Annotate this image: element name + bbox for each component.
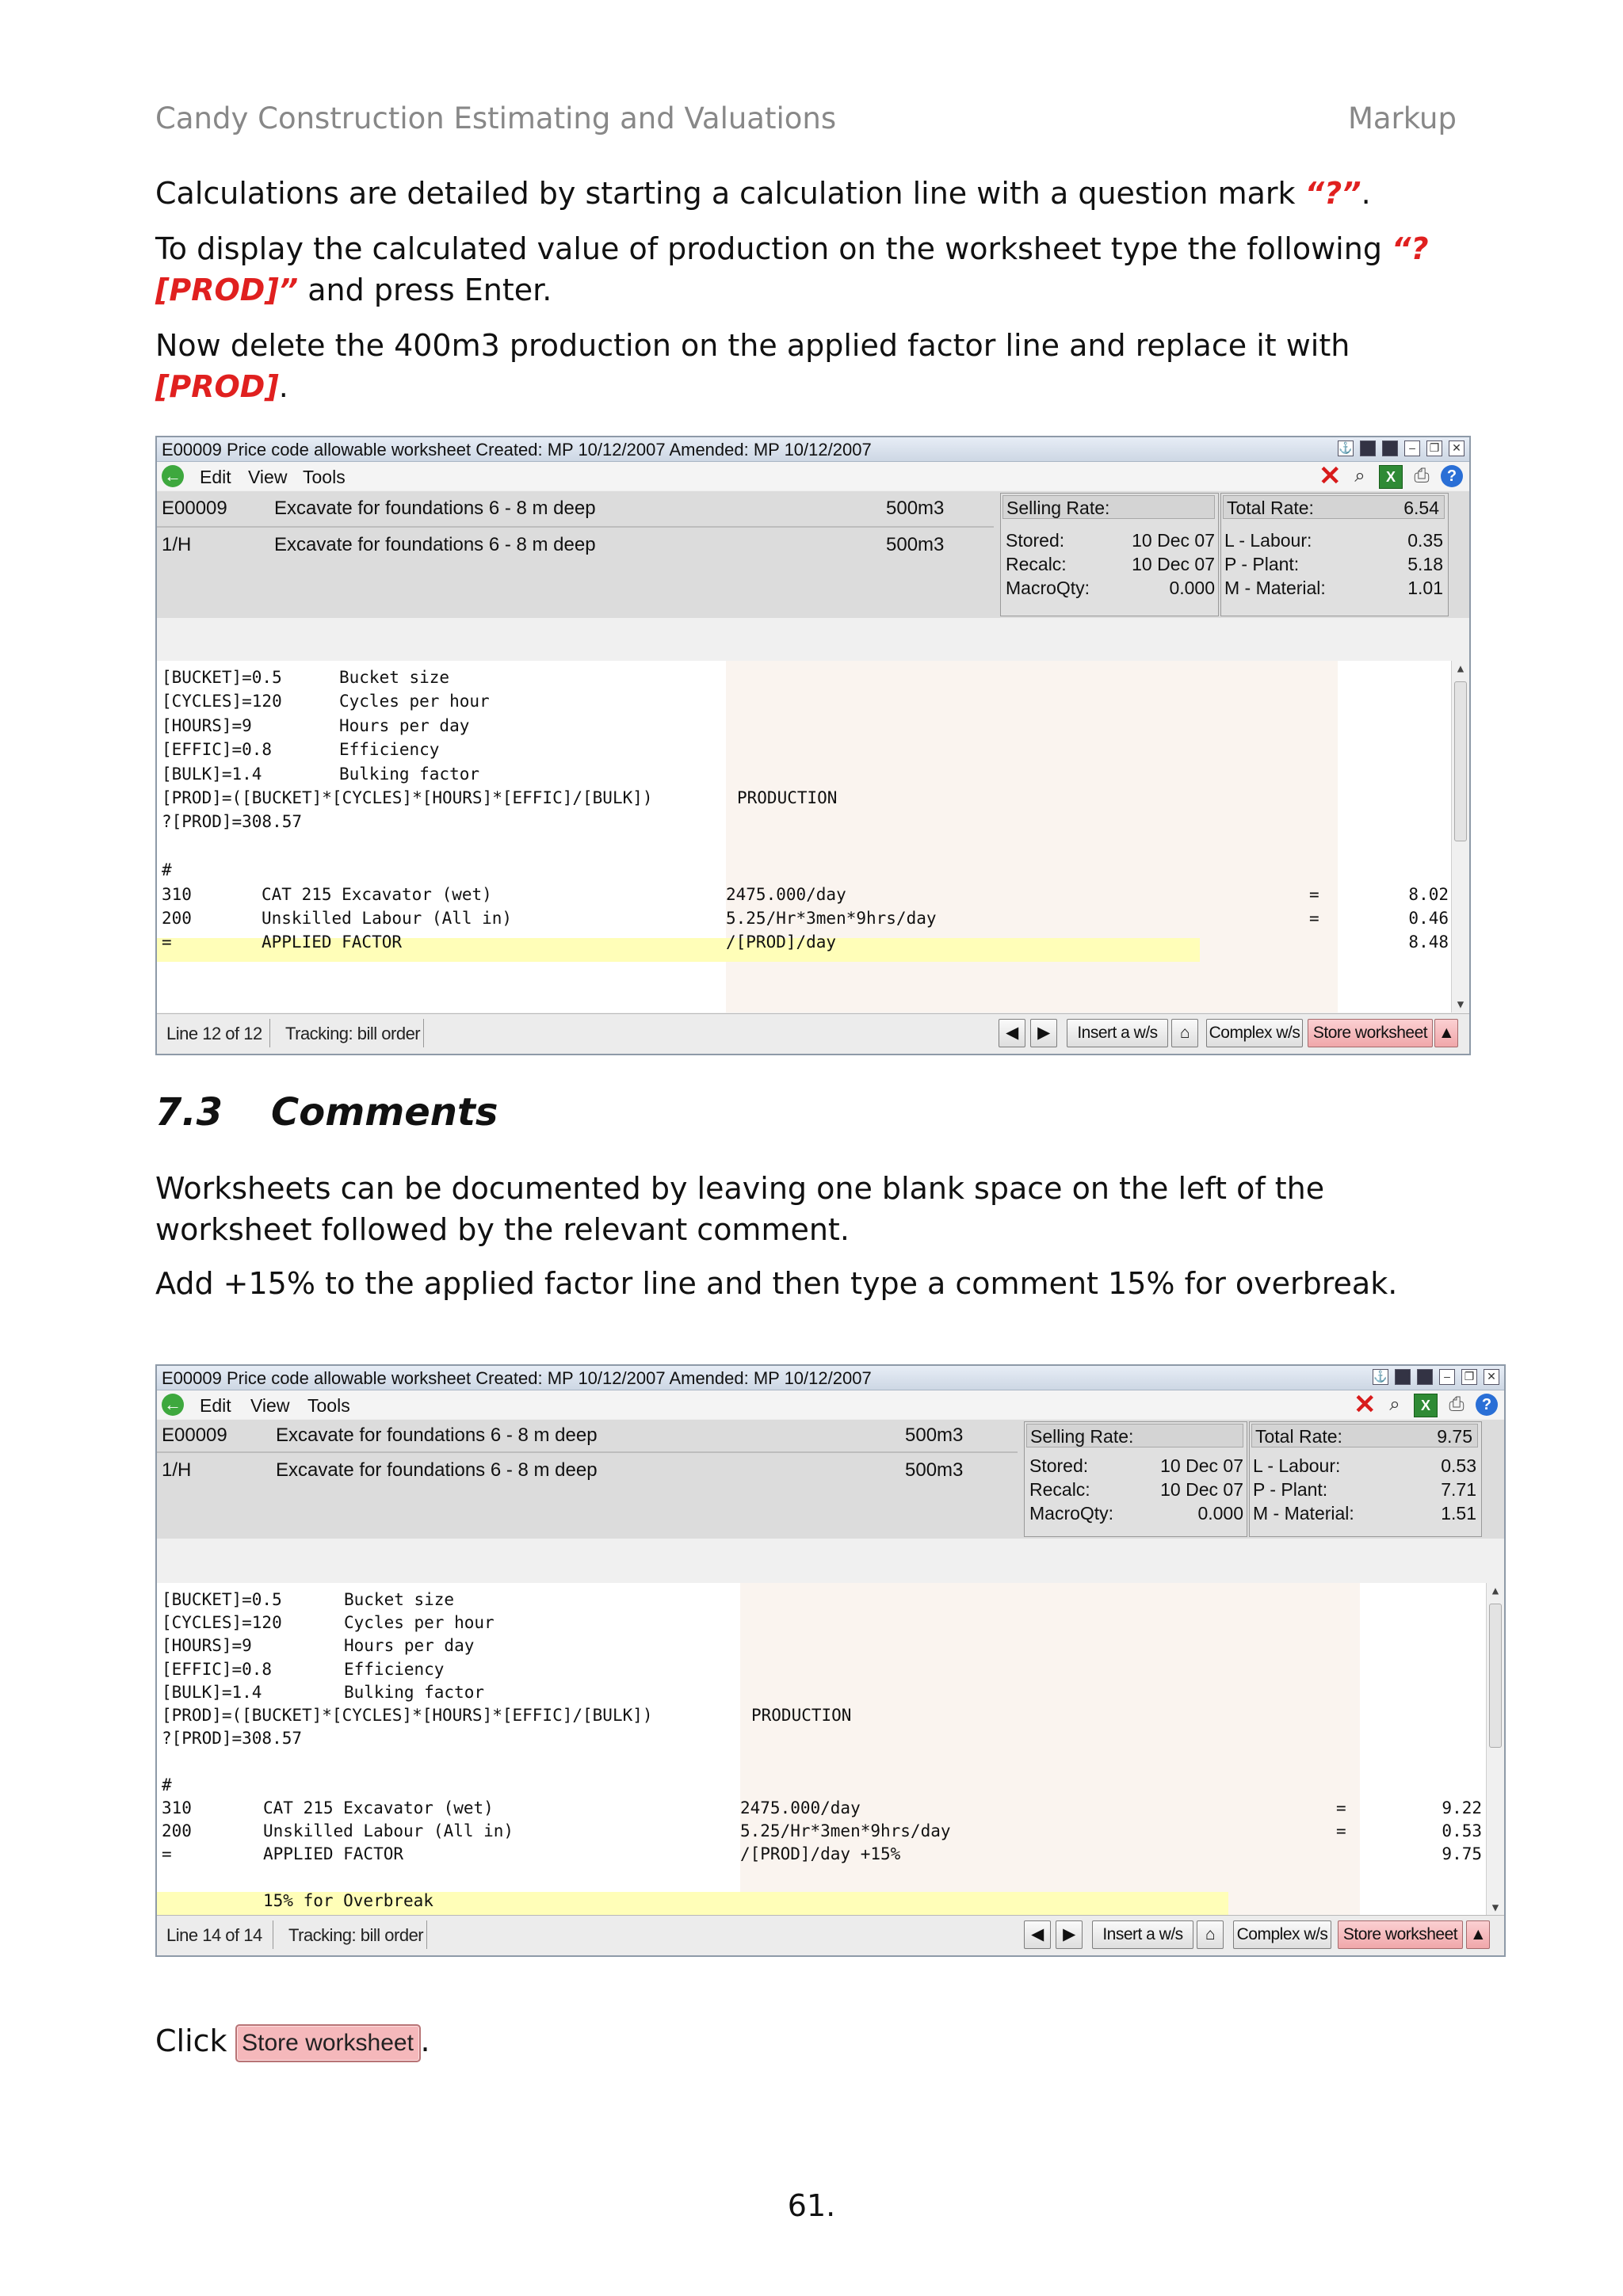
prev-button[interactable]: ◀ (999, 1019, 1025, 1047)
rate-panel-right (1220, 493, 1449, 616)
sub-item-quantity: 500m3 (905, 1459, 964, 1481)
delete-icon[interactable]: ✕ (1354, 1390, 1377, 1420)
store-worksheet-button[interactable]: Store worksheet (1308, 1019, 1433, 1047)
line-description: Hours per day (339, 715, 470, 735)
info-area (157, 491, 1469, 618)
line-value: 9.75 (1442, 1844, 1482, 1864)
line-code: [BUCKET]=0.5 (162, 668, 282, 687)
dock-bottom-icon[interactable] (1382, 441, 1398, 456)
line-value: 0.46 (1408, 909, 1449, 928)
recalc-value: 10 Dec 07 (1160, 1479, 1243, 1500)
line-code: [PROD]=([BUCKET]*[CYCLES]*[HOURS]*[EFFIC]/[BULK]) (162, 788, 653, 807)
worksheet-window-2 (155, 1364, 1506, 1957)
vertical-scrollbar[interactable]: ▲ ▼ (1486, 1583, 1504, 1916)
complex-ws-button[interactable]: Complex w/s (1206, 1019, 1303, 1047)
line-description: Unskilled Labour (All in) (263, 1821, 514, 1840)
menu-bar (157, 462, 1469, 490)
worksheet-editor[interactable] (157, 661, 1469, 1013)
prev-button[interactable]: ◀ (1024, 1920, 1051, 1949)
pin-icon[interactable]: ⚓ (1373, 1369, 1388, 1385)
line-value: 9.22 (1442, 1798, 1482, 1817)
store-worksheet-button[interactable]: Store worksheet (1338, 1920, 1463, 1949)
line-description: Hours per day (344, 1636, 475, 1656)
line-code: ?[PROD]=308.57 (162, 1729, 303, 1749)
macroqty-value: 0.000 (1197, 1503, 1243, 1524)
line-code: [BULK]=1.4 (162, 764, 262, 784)
sub-item-code: 1/H (162, 1459, 192, 1481)
section-paragraph-1: Worksheets can be documented by leaving one blank space on the left of the worksheet followed by the relevant comment. (155, 1171, 1325, 1247)
line-code: [HOURS]=9 (162, 715, 252, 735)
macroqty-value: 0.000 (1169, 578, 1215, 598)
item-quantity: 500m3 (886, 498, 945, 519)
line-code: # (162, 1775, 172, 1794)
line-equals: = (1336, 1821, 1346, 1840)
total-rate-label: Total Rate: (1227, 498, 1314, 518)
restore-icon[interactable]: ❐ (1426, 441, 1442, 456)
labour-value: 0.35 (1407, 530, 1443, 551)
line-description: CAT 215 Excavator (wet) (262, 884, 492, 904)
info-area (157, 1420, 1504, 1539)
dock-bottom-icon[interactable] (1417, 1369, 1433, 1385)
line-code: [EFFIC]=0.8 (162, 1659, 273, 1679)
line-code: 310 (162, 884, 192, 904)
scrollbar-thumb[interactable] (1489, 1604, 1502, 1748)
binoculars-icon[interactable]: ⌕ (1389, 1394, 1400, 1415)
line-description: Efficiency (344, 1659, 445, 1679)
recalc-label: Recalc: (1029, 1479, 1090, 1500)
worksheet-window-1 (155, 436, 1471, 1055)
line-description: 15% for Overbreak (263, 1890, 433, 1910)
item-description: Excavate for foundations 6 - 8 m deep (276, 1425, 598, 1446)
line-description: APPLIED FACTOR (262, 933, 403, 952)
line-description: Cycles per hour (344, 1613, 495, 1633)
scrollbar-thumb[interactable] (1454, 681, 1467, 841)
line-code: # (162, 860, 172, 880)
close-icon[interactable]: ✕ (1449, 441, 1465, 456)
line-code: [CYCLES]=120 (162, 1613, 282, 1633)
recalc-value: 10 Dec 07 (1132, 554, 1215, 574)
line-code: = (162, 1844, 172, 1864)
material-value: 1.01 (1407, 578, 1443, 598)
help-icon[interactable]: ? (1476, 1394, 1498, 1416)
running-header-section: Markup (1347, 101, 1457, 135)
sub-item-quantity: 500m3 (886, 534, 945, 555)
line-code: [EFFIC]=0.8 (162, 740, 273, 760)
line-value: 8.48 (1408, 933, 1449, 952)
complex-ws-button[interactable]: Complex w/s (1233, 1920, 1331, 1949)
dock-icon[interactable] (1360, 441, 1376, 456)
macroqty-label: MacroQty: (1006, 578, 1090, 598)
labour-label: L - Labour: (1224, 530, 1312, 551)
line-code: ?[PROD]=308.57 (162, 812, 303, 832)
window-title: E00009 Price code allowable worksheet Created: MP 10/12/2007 Amended: MP 10/12/2007 (162, 440, 872, 460)
total-rate-label: Total Rate: (1255, 1426, 1342, 1447)
minimize-icon[interactable]: – (1439, 1369, 1455, 1385)
line-description: Bulking factor (339, 764, 480, 784)
line-equals: = (1336, 1798, 1346, 1817)
line-description: PRODUCTION (737, 788, 838, 807)
intro-paragraph-1: Calculations are detailed by starting a calculation line with a question mark “?”. (155, 176, 1371, 211)
total-rate-box (1251, 1424, 1478, 1447)
next-button[interactable]: ▶ (1056, 1920, 1083, 1949)
labour-label: L - Labour: (1253, 1455, 1341, 1476)
line-description: Cycles per hour (339, 692, 490, 711)
tracking-indicator: Tracking: bill order (288, 1925, 424, 1945)
running-header-title: Candy Construction Estimating and Valuations (155, 101, 837, 135)
insert-ws-button[interactable]: Insert a w/s (1067, 1019, 1168, 1047)
excel-icon[interactable]: X (1379, 465, 1403, 489)
window-titlebar (157, 1366, 1504, 1390)
rate-panel-left (1000, 493, 1219, 616)
line-value: 8.02 (1408, 884, 1449, 904)
status-bar (157, 1915, 1504, 1955)
line-calculation: 5.25/Hr*3men*9hrs/day (740, 1821, 951, 1840)
rate-panel-right (1249, 1421, 1482, 1537)
line-description: Bucket size (344, 1590, 455, 1609)
status-bar (157, 1013, 1469, 1054)
line-calculation: /[PROD]/day +15% (740, 1844, 901, 1864)
plant-value: 5.18 (1407, 554, 1443, 574)
stored-label: Stored: (1029, 1455, 1089, 1476)
section-heading: 7.3 Comments (155, 1090, 498, 1135)
line-indicator: Line 14 of 14 (166, 1925, 262, 1945)
line-code: [CYCLES]=120 (162, 692, 282, 711)
window-titlebar (157, 437, 1469, 462)
excel-icon[interactable]: X (1414, 1394, 1438, 1417)
line-code: 200 (162, 1821, 192, 1840)
stored-value: 10 Dec 07 (1132, 530, 1215, 551)
plant-label: P - Plant: (1253, 1479, 1328, 1500)
next-button[interactable]: ▶ (1030, 1019, 1057, 1047)
item-code: E00009 (162, 498, 227, 519)
store-dropdown-icon[interactable]: ▲ (1434, 1019, 1458, 1047)
sub-item-description: Excavate for foundations 6 - 8 m deep (274, 534, 596, 555)
line-code: [PROD]=([BUCKET]*[CYCLES]*[HOURS]*[EFFIC]/[BULK]) (162, 1706, 653, 1725)
macroqty-label: MacroQty: (1029, 1503, 1114, 1524)
item-code: E00009 (162, 1425, 227, 1446)
line-equals: = (1309, 909, 1319, 928)
close-icon[interactable]: ✕ (1484, 1369, 1499, 1385)
delete-icon[interactable]: ✕ (1319, 461, 1342, 491)
menu-bar (157, 1390, 1504, 1419)
line-description: Bulking factor (344, 1682, 485, 1702)
menu-edit[interactable]: Edit (200, 467, 231, 487)
sub-item-code: 1/H (162, 534, 192, 555)
line-code: [BUCKET]=0.5 (162, 1590, 282, 1609)
line-equals: = (1309, 884, 1319, 904)
line-value: 0.53 (1442, 1821, 1482, 1840)
menu-edit[interactable]: Edit (200, 1395, 231, 1416)
line-description: Unskilled Labour (All in) (262, 909, 513, 928)
material-label: M - Material: (1224, 578, 1326, 598)
line-calculation: 5.25/Hr*3men*9hrs/day (726, 909, 937, 928)
recalc-label: Recalc: (1006, 554, 1067, 574)
material-label: M - Material: (1253, 1503, 1354, 1524)
labour-value: 0.53 (1441, 1455, 1476, 1476)
restore-icon[interactable]: ❐ (1461, 1369, 1477, 1385)
menu-view[interactable]: View (250, 1395, 290, 1416)
home-icon[interactable]: ⌂ (1171, 1019, 1198, 1047)
dock-icon[interactable] (1395, 1369, 1411, 1385)
pin-icon[interactable]: ⚓ (1338, 441, 1354, 456)
selling-rate-label: Selling Rate: (1002, 495, 1215, 519)
help-icon[interactable]: ? (1441, 465, 1463, 487)
line-calculation: 2475.000/day (740, 1798, 861, 1817)
store-worksheet-button-image[interactable]: Store worksheet (235, 2024, 421, 2062)
rate-panel-left (1024, 1421, 1247, 1537)
back-arrow-icon[interactable]: ← (162, 1394, 184, 1416)
binoculars-icon[interactable]: ⌕ (1354, 465, 1365, 486)
line-code: [HOURS]=9 (162, 1636, 252, 1656)
line-description: APPLIED FACTOR (263, 1844, 404, 1864)
minimize-icon[interactable]: – (1404, 441, 1420, 456)
stored-value: 10 Dec 07 (1160, 1455, 1243, 1476)
intro-paragraph-3: Now delete the 400m3 production on the applied factor line and replace it with [PROD]. (155, 328, 1350, 404)
printer-icon[interactable]: ⎙ (1449, 1394, 1465, 1415)
selling-rate-label: Selling Rate: (1026, 1424, 1243, 1447)
window-title: E00009 Price code allowable worksheet Created: MP 10/12/2007 Amended: MP 10/12/2007 (162, 1368, 872, 1388)
menu-tools[interactable]: Tools (303, 467, 346, 487)
vertical-scrollbar[interactable]: ▲ ▼ (1451, 661, 1469, 1013)
material-value: 1.51 (1441, 1503, 1476, 1524)
section-paragraph-2: Add +15% to the applied factor line and then type a comment 15% for overbreak. (155, 1266, 1398, 1301)
plant-label: P - Plant: (1224, 554, 1300, 574)
line-code: [BULK]=1.4 (162, 1682, 262, 1702)
item-description: Excavate for foundations 6 - 8 m deep (274, 498, 596, 519)
worksheet-editor[interactable] (157, 1583, 1504, 1916)
line-description: Efficiency (339, 740, 440, 760)
line-description: PRODUCTION (751, 1706, 852, 1725)
line-description: CAT 215 Excavator (wet) (263, 1798, 494, 1817)
line-indicator: Line 12 of 12 (166, 1024, 262, 1043)
total-rate-box (1223, 495, 1445, 519)
plant-value: 7.71 (1441, 1479, 1476, 1500)
tracking-indicator: Tracking: bill order (285, 1024, 421, 1043)
line-code: 310 (162, 1798, 192, 1817)
sub-item-description: Excavate for foundations 6 - 8 m deep (276, 1459, 598, 1481)
insert-ws-button[interactable]: Insert a w/s (1092, 1920, 1193, 1949)
store-dropdown-icon[interactable]: ▲ (1466, 1920, 1490, 1949)
total-rate-value: 6.54 (1403, 498, 1439, 518)
back-arrow-icon[interactable]: ← (162, 465, 184, 487)
printer-icon[interactable]: ⎙ (1414, 465, 1430, 486)
line-calculation: /[PROD]/day (726, 933, 837, 952)
menu-tools[interactable]: Tools (307, 1395, 350, 1416)
item-quantity: 500m3 (905, 1425, 964, 1446)
line-calculation: 2475.000/day (726, 884, 846, 904)
click-instruction: Click Store worksheet . (155, 2020, 430, 2062)
page-number: 61. (787, 2188, 836, 2223)
menu-view[interactable]: View (248, 467, 288, 487)
total-rate-value: 9.75 (1437, 1426, 1472, 1447)
home-icon[interactable]: ⌂ (1197, 1920, 1224, 1949)
line-code: = (162, 933, 172, 952)
line-description: Bucket size (339, 668, 450, 687)
intro-paragraph-2: To display the calculated value of production on the worksheet type the following “?[PROD]” and press Enter. (155, 231, 1429, 307)
stored-label: Stored: (1006, 530, 1065, 551)
line-code: 200 (162, 909, 192, 928)
